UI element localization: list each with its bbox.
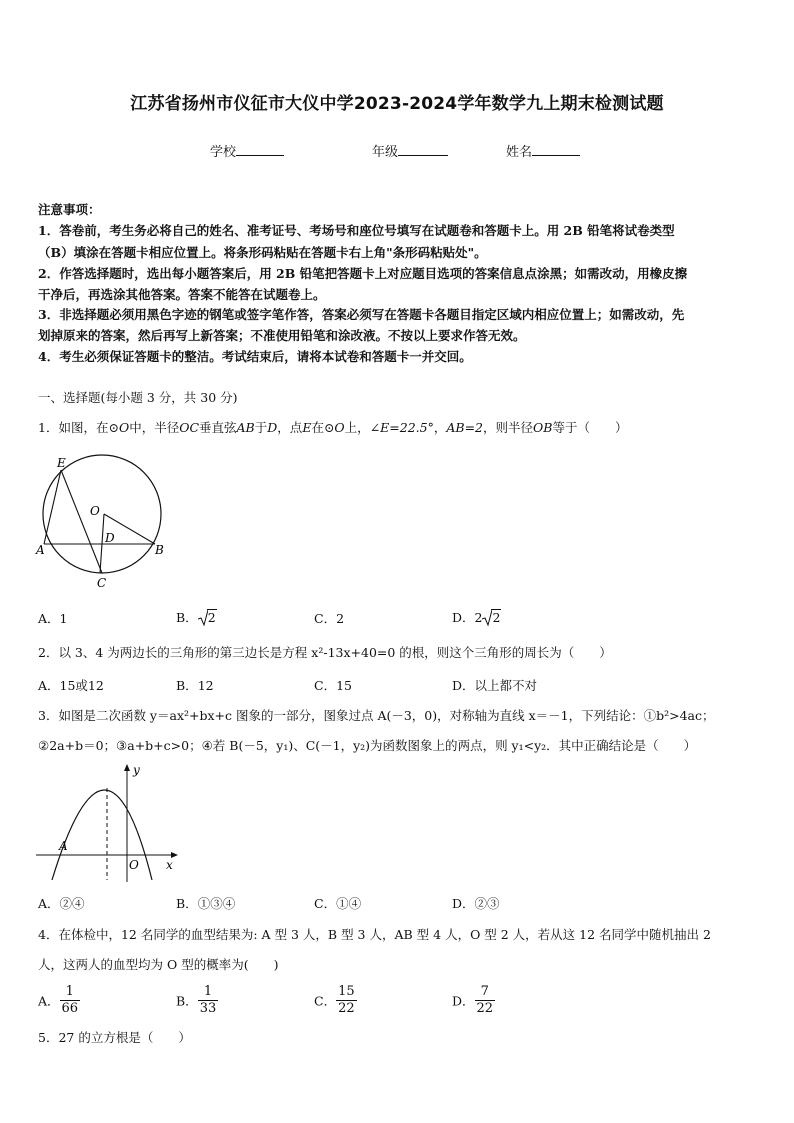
denominator: 33 xyxy=(199,1001,217,1016)
grade-label: 年级 xyxy=(372,145,399,160)
q3-option-c[interactable] xyxy=(314,894,361,912)
option-label: C． xyxy=(314,611,337,626)
q4-option-c[interactable] xyxy=(314,984,357,1017)
option-label: D． xyxy=(452,678,475,693)
q4-option-b[interactable] xyxy=(176,984,218,1017)
grade-field xyxy=(372,141,448,160)
name-blank xyxy=(532,143,580,156)
option-value: ②④ xyxy=(59,896,85,911)
q1-part: 中，半径 xyxy=(129,420,180,435)
q1-part: 上， xyxy=(344,420,370,435)
option-label: D． xyxy=(452,993,475,1009)
q1-var: OC xyxy=(179,420,200,435)
q1-part: 1．如图，在⊙ xyxy=(38,420,119,435)
option-label: A． xyxy=(38,611,60,626)
q1-part: 在⊙ xyxy=(311,420,335,435)
q1-option-d[interactable] xyxy=(452,608,501,626)
radical-sign-icon xyxy=(482,609,492,627)
label-o: O xyxy=(90,504,100,518)
sqrt-expression xyxy=(482,610,501,625)
q2-option-a[interactable] xyxy=(38,676,104,694)
notice-heading: 注意事项： xyxy=(38,202,101,217)
question-2-text: 2．以 3、4 为两边长的三角形的第三边长是方程 x²-13x+40=0 的根，则这个三角形的周长为（ ） xyxy=(38,645,612,660)
school-label: 学校 xyxy=(210,145,237,160)
fraction xyxy=(198,984,219,1017)
fraction xyxy=(60,984,81,1017)
numerator: 1 xyxy=(60,984,81,1001)
label-x: x xyxy=(166,858,173,872)
notice-line: 2．作答选择题时，选出每小题答案后，用 2B 铅笔把答题卡上对应题目选项的答案信息点涂黑；如需改动，用橡皮擦 xyxy=(38,266,688,281)
q1-var: D xyxy=(267,420,278,435)
q1-part: ， xyxy=(433,420,447,435)
q1-part: 于 xyxy=(254,420,268,435)
question-5-text: 5．27 的立方根是（ ） xyxy=(38,1030,191,1045)
q1-var: AB xyxy=(236,420,255,435)
label-o: O xyxy=(129,858,139,872)
name-label: 姓名 xyxy=(506,145,533,160)
option-label: C． xyxy=(314,678,337,693)
numerator: 15 xyxy=(338,984,355,999)
option-label: B． xyxy=(176,993,198,1009)
y-axis-arrow-icon xyxy=(124,764,130,771)
q1-circle-figure xyxy=(30,450,180,592)
option-value: 2 xyxy=(492,610,501,625)
option-label: C． xyxy=(314,993,337,1009)
notice-line: 划掉原来的答案，然后再写上新答案；不准使用铅笔和涂改液。不按以上要求作答无效。 xyxy=(38,328,526,343)
q1-option-a[interactable] xyxy=(38,609,67,627)
numerator: 7 xyxy=(475,984,496,1001)
q3-option-b[interactable] xyxy=(176,894,235,912)
notice-line: （B）填涂在答题卡相应位置上。将条形码粘贴在答题卡右上角"条形码粘贴处"。 xyxy=(38,245,487,260)
q3-option-d[interactable] xyxy=(452,894,500,912)
denominator: 22 xyxy=(338,1001,355,1016)
q1-part: 等于（ ） xyxy=(552,420,628,435)
option-value: 15 xyxy=(336,678,352,693)
school-field xyxy=(210,141,284,160)
radical-sign-icon xyxy=(198,609,208,627)
option-value: 1 xyxy=(59,611,68,626)
school-blank xyxy=(236,143,284,156)
option-label: B． xyxy=(176,610,198,625)
section-heading: 一、选择题(每小题 3 分，共 30 分) xyxy=(38,390,238,405)
question-4-line: 人，这两人的血型均为 O 型的概率为( ) xyxy=(38,957,279,972)
option-label: D． xyxy=(452,896,475,911)
q1-var: E xyxy=(302,420,312,435)
grade-blank xyxy=(398,143,448,156)
label-d: D xyxy=(105,531,115,545)
question-4-line: 4．在体检中，12 名同学的血型结果为: A 型 3 人，B 型 3 人，AB 型 4 人，O 型 2 人，若从这 12 名同学中随机抽出 2 xyxy=(38,927,711,942)
label-a: A xyxy=(59,839,68,853)
q1-angle: ∠E=22.5° xyxy=(369,420,434,435)
option-value: 2 xyxy=(207,610,216,625)
notice-line: 1．答卷前，考生务必将自己的姓名、准考证号、考场号和座位号填写在试题卷和答题卡上。用 2B 铅笔将试卷类型 xyxy=(38,223,675,238)
label-a: A xyxy=(36,543,45,557)
fraction xyxy=(336,984,357,1017)
denominator: 22 xyxy=(476,1001,494,1016)
option-value: ①④ xyxy=(336,896,362,911)
segment-ec xyxy=(61,470,102,573)
notice-line: 3．非选择题必须用黑色字迹的钢笔或签字笔作答，答案必须写在答题卡各题目指定区域内相应位置上；如需改动，先 xyxy=(38,307,685,322)
q2-option-d[interactable] xyxy=(452,676,537,694)
option-value: ①③④ xyxy=(197,896,236,911)
option-label: A． xyxy=(38,896,60,911)
q1-part: 垂直弦 xyxy=(199,420,237,435)
option-value: ②③ xyxy=(474,896,500,911)
option-label: C． xyxy=(314,896,337,911)
q1-part: ，则半径 xyxy=(483,420,534,435)
q1-ab-value: AB=2 xyxy=(446,420,483,435)
fraction xyxy=(475,984,496,1017)
exam-title: 江苏省扬州市仪征市大仪中学2023-2024学年数学九上期末检测试题 xyxy=(130,94,664,114)
name-field xyxy=(506,141,580,160)
label-c: C xyxy=(97,576,107,590)
option-value: 2 xyxy=(336,611,345,626)
option-label: B． xyxy=(176,896,198,911)
q3-option-a[interactable] xyxy=(38,894,85,912)
notice-line: 4．考生必须保证答题卡的整洁。考试结束后，请将本试卷和答题卡一并交回。 xyxy=(38,349,472,364)
option-label: A． xyxy=(38,678,60,693)
q2-option-c[interactable] xyxy=(314,676,352,694)
q2-option-b[interactable] xyxy=(176,676,214,694)
option-label: D． xyxy=(452,610,475,625)
q1-var: O xyxy=(118,420,130,435)
option-coef: 2 xyxy=(474,610,483,625)
option-label: A． xyxy=(38,993,60,1009)
q1-var: O xyxy=(334,420,345,435)
q4-option-a[interactable] xyxy=(38,984,80,1017)
q1-part: ，点 xyxy=(277,420,303,435)
option-value: 以上都不对 xyxy=(474,678,538,693)
option-value: 12 xyxy=(197,678,214,693)
question-3-line: ②2a+b＝0；③a+b+c>0；④若 B(－5，y₁)、C(－1，y₂)为函数图象上的两点，则 y₁<y₂．其中正确结论是（ ） xyxy=(38,738,697,753)
option-value: 15或12 xyxy=(59,678,104,693)
denominator: 66 xyxy=(61,1001,79,1016)
label-y: y xyxy=(133,763,140,777)
question-3-line: 3．如图是二次函数 y＝ax²+bx+c 图象的一部分，图象过点 A(－3，0)，对称轴为直线 x＝－1，下列结论：①b²>4ac； xyxy=(38,708,715,723)
numerator: 1 xyxy=(198,984,219,1001)
q3-parabola-figure xyxy=(30,758,190,888)
notice-line: 干净后，再选涂其他答案。答案不能答在试题卷上。 xyxy=(38,287,326,302)
q1-option-c[interactable] xyxy=(314,609,344,627)
label-e: E xyxy=(57,456,66,470)
q1-var: OB xyxy=(533,420,553,435)
question-1-text xyxy=(38,418,627,438)
label-b: B xyxy=(155,543,164,557)
option-label: B． xyxy=(176,678,198,693)
q4-option-d[interactable] xyxy=(452,984,495,1017)
q1-option-b[interactable] xyxy=(176,608,217,626)
sqrt-expression xyxy=(198,610,217,625)
